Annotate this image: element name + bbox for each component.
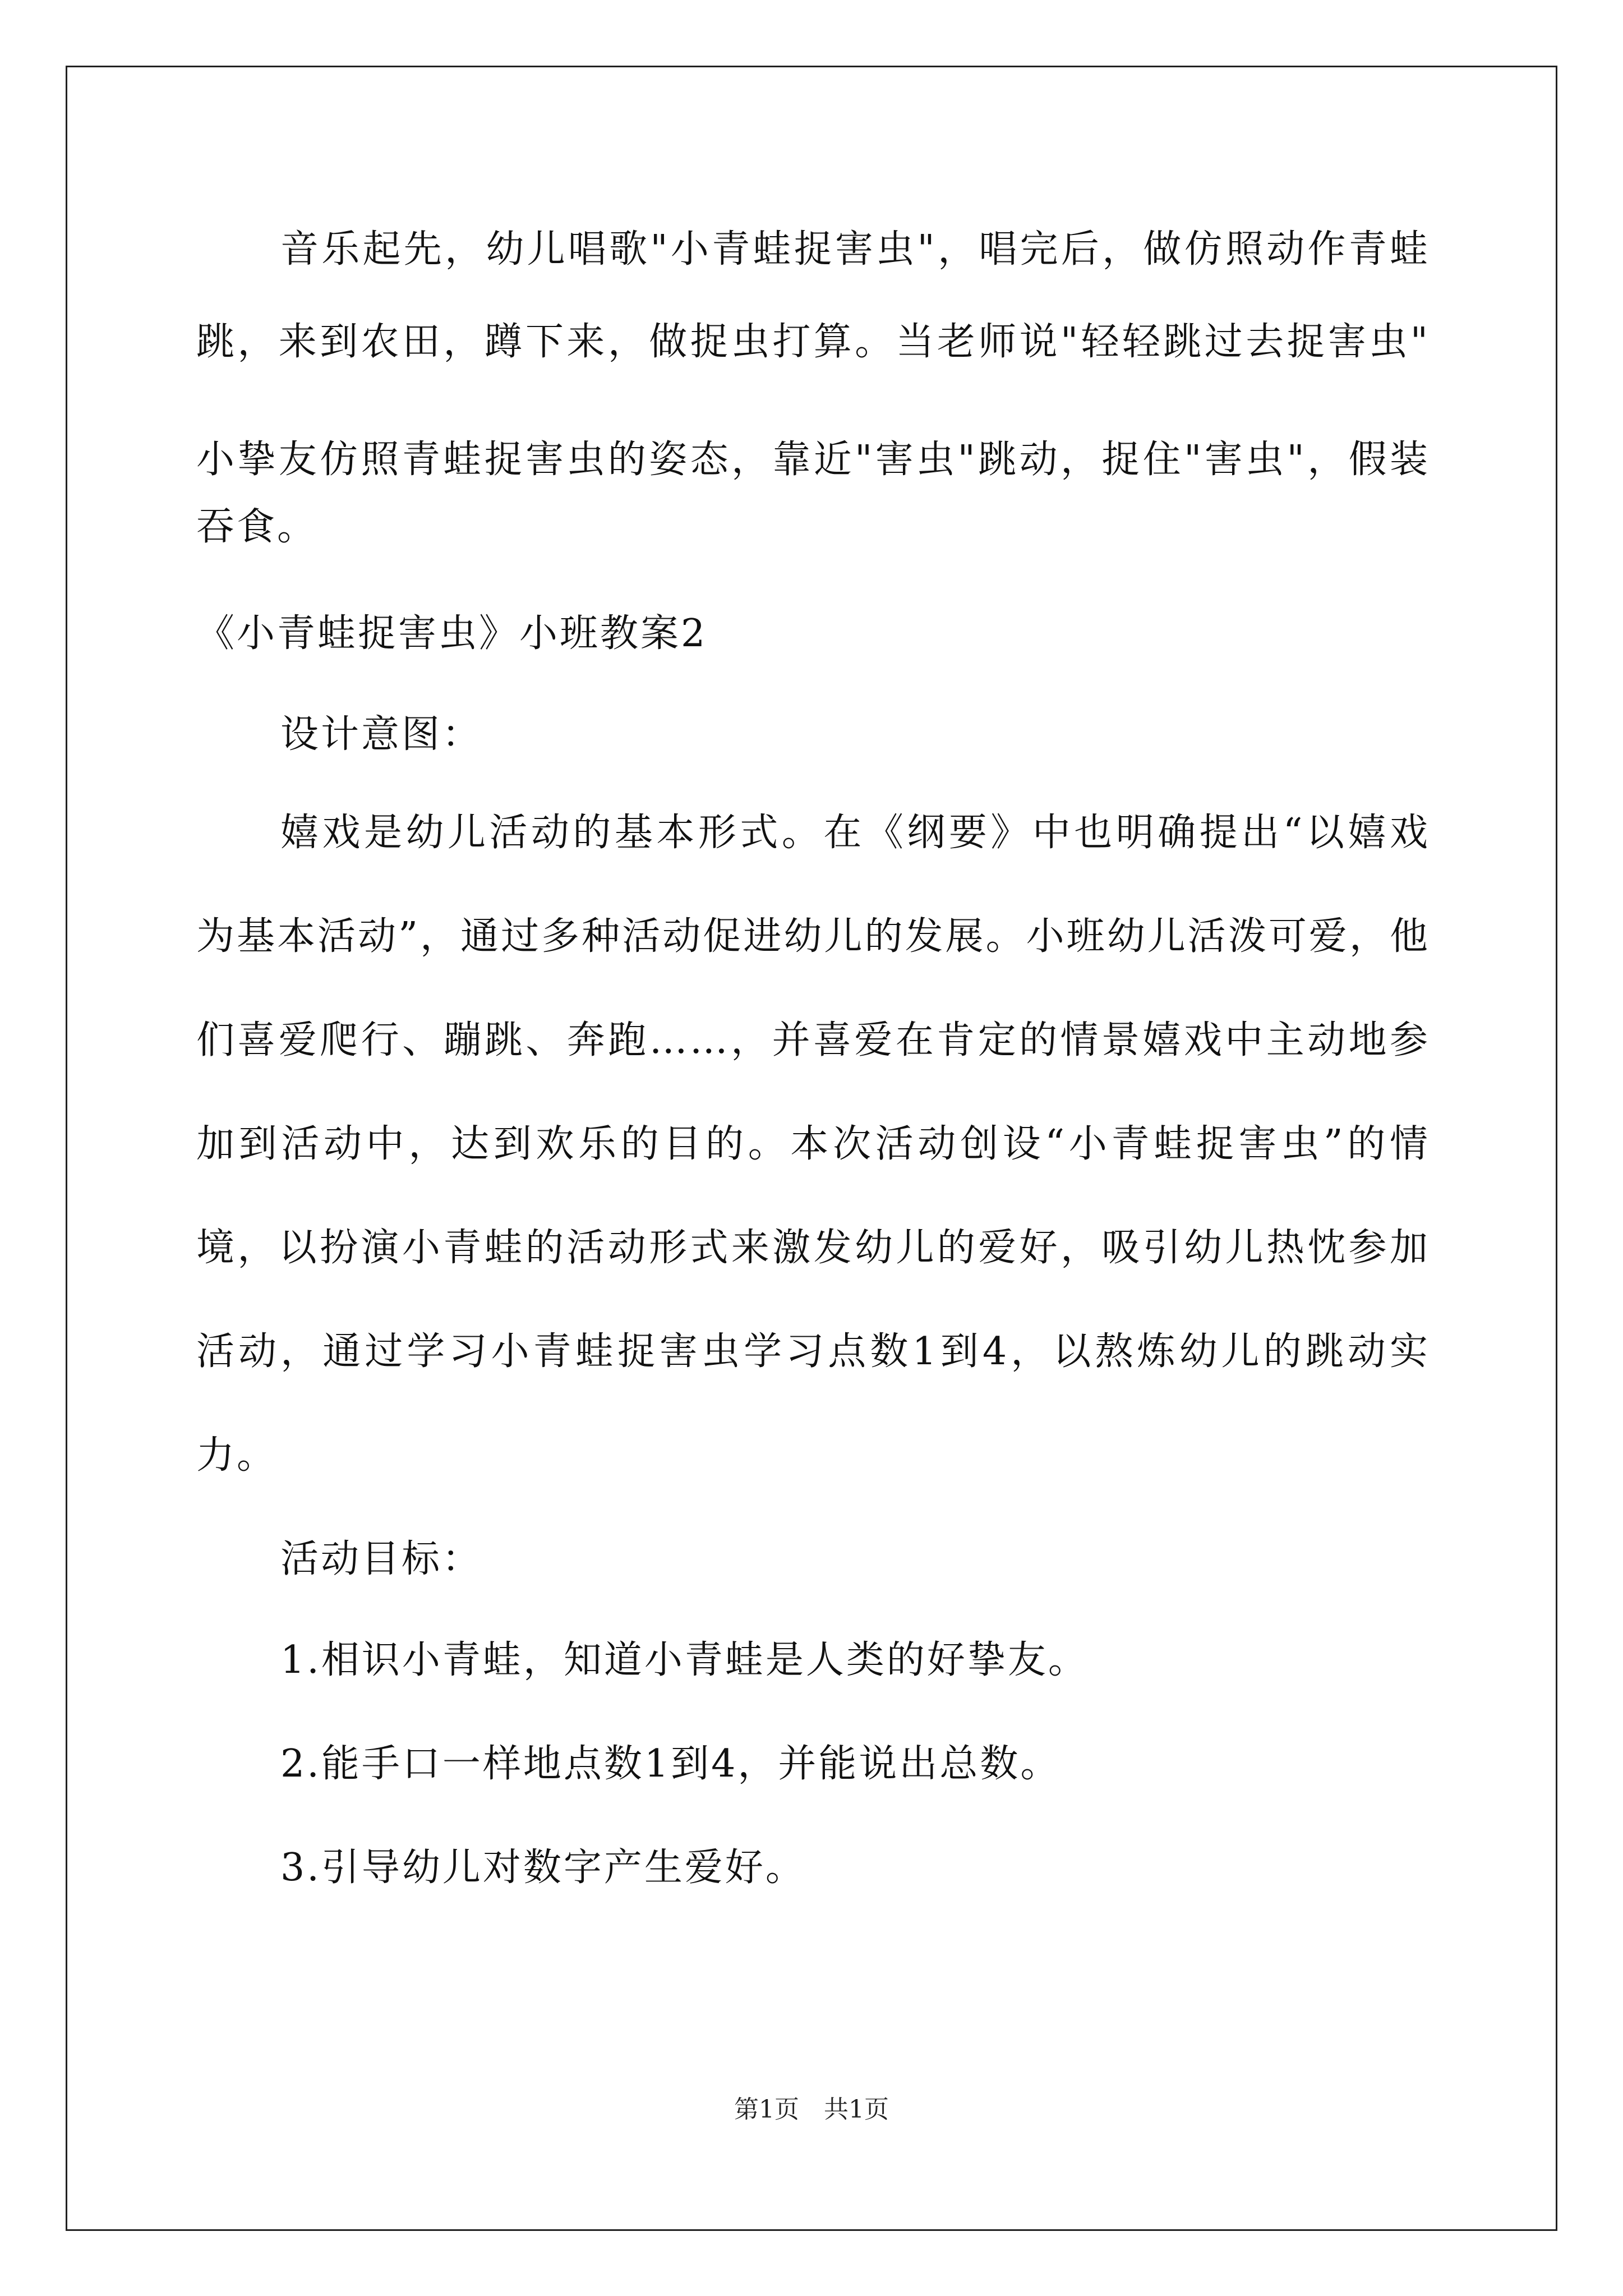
page-number-footer: 第1页 共1页 xyxy=(734,2095,889,2124)
paragraph-line: 音乐起先，幼儿唱歌"小青蛙捉害虫"，唱完后，做仿照动作青蛙 xyxy=(280,227,1430,272)
paragraph-line: 小挚友仿照青蛙捉害虫的姿态，靠近"害虫"跳动，捉住"害虫"，假装 xyxy=(196,438,1430,482)
paragraph-line: 们喜爱爬行、蹦跳、奔跑……，并喜爱在肯定的情景嬉戏中主动地参 xyxy=(196,1018,1430,1062)
paragraph-line: 为基本活动”，通过多种活动促进幼儿的发展。小班幼儿活泼可爱，他 xyxy=(196,914,1430,959)
paragraph-line: 加到活动中，达到欢乐的目的。本次活动创设“小青蛙捉害虫”的情 xyxy=(196,1122,1430,1166)
goals-heading: 活动目标： xyxy=(280,1537,483,1581)
paragraph-line: 境，以扮演小青蛙的活动形式来激发幼儿的爱好，吸引幼儿热忱参加 xyxy=(196,1226,1430,1270)
design-heading: 设计意图： xyxy=(280,712,483,757)
section-title: 《小青蛙捉害虫》小班教案2 xyxy=(196,611,708,656)
paragraph-line: 吞食。 xyxy=(196,505,318,549)
paragraph-line: 跳，来到农田，蹲下来，做捉虫打算。当老师说"轻轻跳过去捉害虫" xyxy=(196,320,1430,364)
paragraph-line: 活动，通过学习小青蛙捉害虫学习点数1到4，以熬炼幼儿的跳动实 xyxy=(196,1329,1430,1374)
goal-item: 1.相识小青蛙，知道小青蛙是人类的好挚友。 xyxy=(280,1638,1089,1682)
goal-item: 3.引导幼儿对数字产生爱好。 xyxy=(280,1846,806,1890)
goal-item: 2.能手口一样地点数1到4，并能说出总数。 xyxy=(280,1742,1061,1786)
paragraph-line: 力。 xyxy=(196,1433,278,1478)
paragraph-line: 嬉戏是幼儿活动的基本形式。在《纲要》中也明确提出“以嬉戏 xyxy=(280,811,1430,855)
